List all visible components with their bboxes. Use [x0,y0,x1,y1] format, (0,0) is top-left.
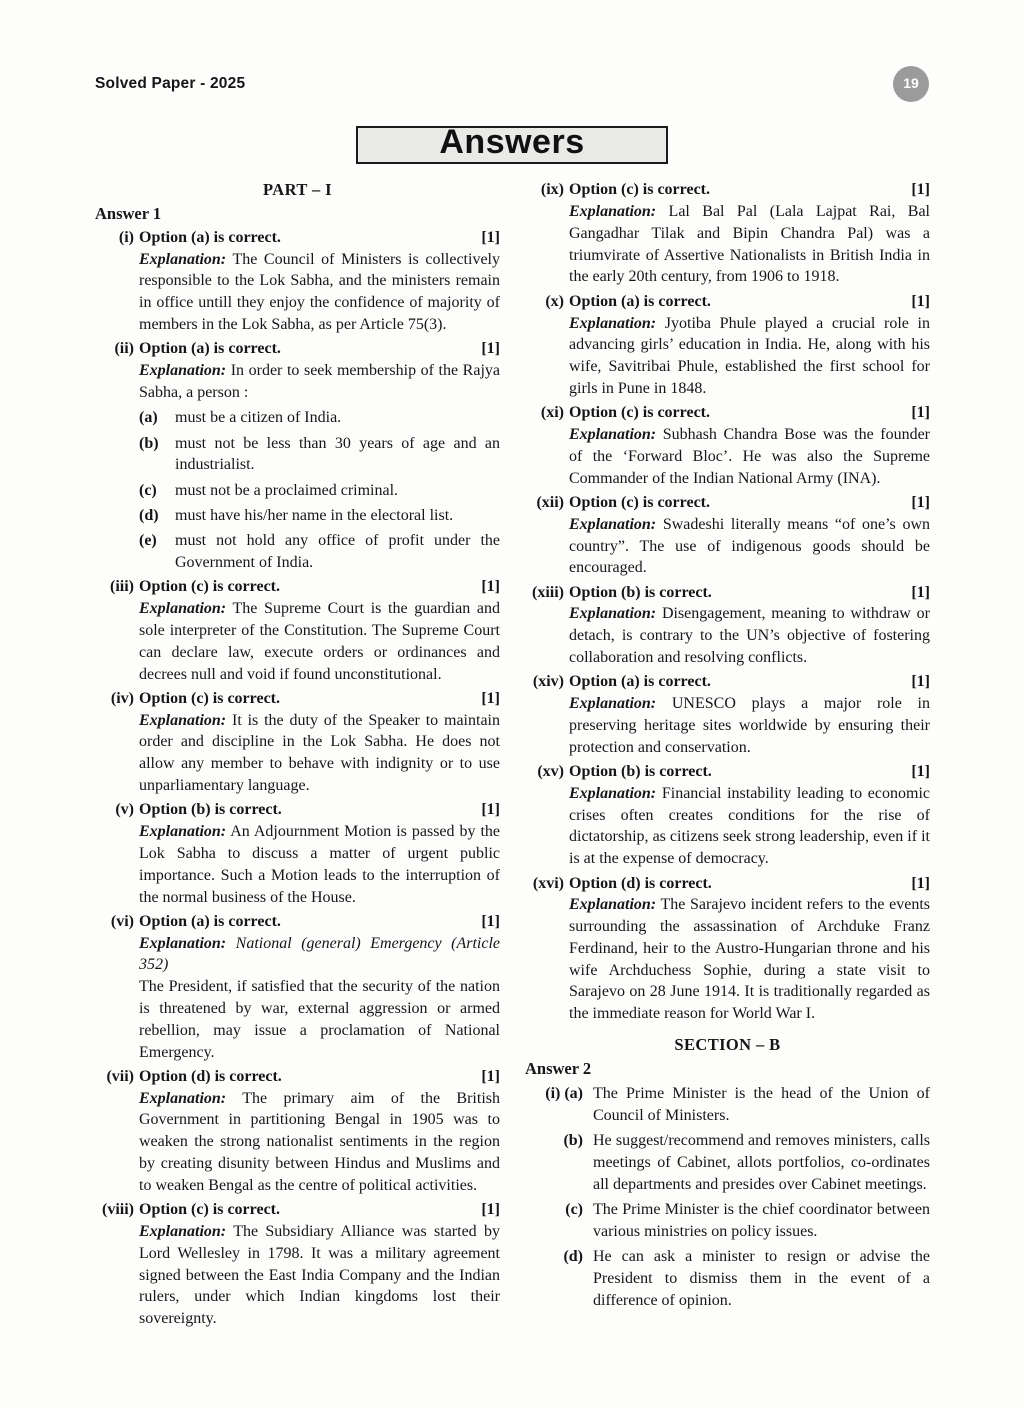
option-num-text: (ii) [114,340,134,358]
explanation-paragraph [139,249,500,336]
option-num [525,873,569,895]
explanation-paragraph [139,1221,500,1330]
explanation-text: An Adjournment Motion is passed by the Lok Sabha to discuss a matter of urgent public importance. Such a Motion leads to the interruption of the normal business of the House. [139,823,501,906]
explanation-paragraph [569,783,930,870]
option-head [95,338,500,360]
explanation-text: The Supreme Court is the guardian and sole interpreter of the Constitution. The Supreme Court can declare law, execute orders or ordinances and decrees null and void if found unconstitutional. [139,600,500,683]
answer-item [95,576,500,685]
option-head [525,671,930,693]
option-head [525,179,930,201]
explanation-label: Explanation: [139,1089,227,1107]
option-num-text: (xiii) [532,583,564,601]
option-num [95,338,139,360]
document-title: Solved Paper - 2025 [95,75,246,93]
section-heading: PART – I [263,179,332,199]
explanation-text: The Sarajevo incident refers to the events surrounding the assassination of Archduke Franz Ferdinand, heir to the Austro-Hungarian throne and his wife Archduchess Sophie, during a state visit to Sarajevo on 28 June 1914. It is traditionally regarded as the immediate reason for World War I. [569,896,931,1023]
sub-item [139,530,500,574]
option-num [525,761,569,783]
answer2-item-text: He can ask a minister to resign or advise the President to dismiss them in the event of a difference of opinion. [593,1248,930,1309]
explanation-text: In order to seek membership of the Rajya Sabha, a person : [139,362,501,401]
explanation-block [139,710,500,797]
explanation-block [569,603,930,668]
mark-badge: [1] [911,404,930,422]
explanation-text: It is the duty of the Speaker to maintain order and discipline in the Lok Sabha. He does not allow any member to behave with indignity or to use unparliamentary language. [139,711,500,795]
answer-title: Answer 2 [525,1058,592,1078]
answer-item [95,1066,500,1197]
option-statement: Option (c) is correct. [569,493,710,511]
answer2-item-num [525,1130,593,1195]
option-num-text: (vii) [106,1067,134,1085]
mark-badge: [1] [481,801,500,819]
sub-item [139,433,500,477]
answer-item [95,911,500,1064]
answer2-item-text: He suggest/recommend and removes ministers, calls meetings of Cabinet, allots portfolios, co-ordinates all departments and presides over Cabinet meetings. [593,1132,930,1193]
option-num-text: (xii) [536,493,564,511]
explanation-paragraph [569,693,930,758]
explanation-label: Explanation: [139,362,227,380]
option-head [525,873,930,895]
explanation-extra-paragraph: The President, if satisfied that the security of the nation is threatened by war, external aggression or armed rebellion, may issue a proclamation of National Emergency. [139,978,500,1061]
answer2-item [525,1199,930,1243]
sub-item [139,480,500,502]
option-head [95,1199,500,1221]
option-statement: Option (b) is correct. [139,801,282,819]
answer-item [95,338,500,573]
option-statement: Option (c) is correct. [139,689,280,707]
option-num-text: (v) [115,801,134,819]
option-head [95,911,500,933]
right-column [525,177,930,1330]
answer2-item [525,1130,930,1195]
explanation-block [139,933,500,1064]
explanation-text: Financial instability leading to economic crises often creates conditions for the rise of dictatorship, as citizens seek strong leadership, even if it is at the expense of democracy. [569,784,930,868]
mark-badge: [1] [481,578,500,596]
answer2-item-text: The Prime Minister is the head of the Union of Council of Ministers. [593,1085,930,1124]
left-column [95,177,500,1330]
option-num [95,1199,139,1221]
explanation-text: The Council of Ministers is collectively responsible to the Lok Sabha, and the ministers remain in office untill they enjoy the confidence of majority of members in the Lok Sabha, as per Article 75(3). [139,250,500,334]
explanation-label: Explanation: [139,600,227,618]
option-num [525,179,569,201]
page-number-badge: 19 [893,66,929,102]
answer-item [525,873,930,1026]
option-head [525,492,930,514]
explanation-text: The Subsidiary Alliance was started by Lord Wellesley in 1798. It was a military agreement signed between the East India Company and the Indian rulers, under which Indian kingdoms lost their sovereignty. [139,1222,500,1328]
answer2-item [525,1246,930,1311]
answer-item [525,179,930,288]
option-num [525,492,569,514]
mark-badge: [1] [481,912,500,930]
option-num [95,1066,139,1088]
explanation-paragraph [139,1088,500,1197]
sub-item-text: must not hold any office of profit under the Government of India. [175,532,500,572]
explanation-block [569,783,930,870]
answer2-item-num [525,1083,593,1127]
option-num-text: (xiv) [532,673,564,691]
option-head [525,291,930,313]
mark-badge: [1] [481,1201,500,1219]
explanation-text: The primary aim of the British Government in partitioning Bengal in 1905 was to weaken the strong nationalist sentiments in the region by creating disunity between Hindus and Muslims and to weaken Bengal as the centre of political activities. [139,1089,500,1194]
explanation-paragraph [569,514,930,579]
option-num [95,911,139,933]
explanation-text: Lal Bal Pal (Lala Lajpat Rai, Bal Gangadhar Tilak and Bipin Chandra Pal) was a triumvirate of Assertive Nationalists in British India in the early 20th century, from 1906 to 1918. [569,203,930,286]
answer-item [95,799,500,908]
option-num [95,227,139,249]
explanation-block [139,1088,500,1197]
explanation-paragraph [569,603,930,668]
answer2-item-num [525,1246,593,1311]
explanation-label: Explanation: [569,695,657,713]
option-num [95,688,139,710]
mark-badge: [1] [911,874,930,892]
explanation-text: Swadeshi literally means “of one’s own country”. The use of indigenous goods should be encouraged. [569,515,931,577]
sub-item-num: (d) [139,506,159,524]
mark-badge: [1] [911,673,930,691]
mark-badge: [1] [911,181,930,199]
option-head [95,799,500,821]
explanation-label: Explanation: [569,896,657,914]
answer-item [95,688,500,797]
mark-badge: [1] [481,1067,500,1085]
explanation-paragraph [569,313,930,400]
sub-item [139,407,500,429]
mark-badge: [1] [481,228,500,246]
explanation-label: Explanation: [569,426,657,444]
option-num-text: (x) [545,292,564,310]
explanation-block [139,360,500,574]
two-column-body [0,164,1024,1330]
option-head [95,1066,500,1088]
option-num-text: (xv) [537,763,564,781]
answer-item [525,671,930,758]
answers-banner-title: Answers [439,123,585,161]
option-statement: Option (a) is correct. [139,228,281,246]
answers-banner [356,123,668,164]
option-statement: Option (a) is correct. [569,673,711,691]
option-statement: Option (a) is correct. [569,292,711,310]
option-statement: Option (b) is correct. [569,583,712,601]
mark-badge: [1] [911,583,930,601]
option-num-text: (xvi) [532,874,564,892]
option-num [95,576,139,598]
answer-item [95,227,500,336]
option-num [525,671,569,693]
option-num [525,582,569,604]
answer2-item-num-text: (i) (a) [545,1085,583,1103]
option-num-text: (ix) [540,181,564,199]
sub-item-num: (b) [139,434,159,452]
explanation-paragraph [139,710,500,797]
explanation-block [569,894,930,1025]
option-statement: Option (c) is correct. [569,181,710,199]
option-head [525,761,930,783]
option-statement: Option (c) is correct. [139,1201,280,1219]
explanation-label: Explanation: [139,934,227,952]
explanation-label: Explanation: [569,605,657,623]
option-head [95,227,500,249]
explanation-block [569,514,930,579]
explanation-paragraph [139,598,500,685]
explanation-label: Explanation: [569,515,657,533]
explanation-paragraph [139,360,500,404]
explanation-text: Subhash Chandra Bose was the founder of the ‘Forward Bloc’. He was also the Supreme Commander of the Indian National Army (INA). [569,426,930,487]
explanation-text: UNESCO plays a major role in preserving heritage sites worldwide by ensuring their protection and conservation. [569,695,931,756]
option-statement: Option (c) is correct. [139,578,280,596]
answer2-item-num [525,1199,593,1243]
answer-item [525,582,930,669]
option-num-text: (viii) [102,1201,134,1219]
explanation-paragraph [139,821,500,908]
explanation-paragraph [569,201,930,288]
explanation-label: Explanation: [139,711,227,729]
explanation-block [569,424,930,489]
explanation-text: National (general) Emergency (Article 352) [139,934,501,974]
explanation-label: Explanation: [569,203,657,221]
answer-item [525,291,930,400]
option-num [525,402,569,424]
explanation-block [569,693,930,758]
mark-badge: [1] [481,689,500,707]
option-num [525,291,569,313]
mark-badge: [1] [911,292,930,310]
section-heading: SECTION – B [674,1035,781,1055]
option-head [525,582,930,604]
sub-item [139,505,500,527]
option-statement: Option (a) is correct. [139,912,281,930]
option-statement: Option (d) is correct. [569,874,712,892]
sub-item-num: (e) [139,532,157,550]
option-head [95,576,500,598]
answer2-item-num-text: (c) [565,1201,583,1219]
answer2-item [525,1083,930,1127]
answer-item [525,761,930,870]
answer2-item-text: The Prime Minister is the chief coordinator between various ministries on policy issues. [593,1201,930,1240]
answer-item [525,402,930,489]
sub-item-text: must be a citizen of India. [175,409,342,427]
explanation-block [569,313,930,400]
explanation-paragraph [139,933,500,977]
option-statement: Option (a) is correct. [139,340,281,358]
answer-title: Answer 1 [95,203,162,223]
sub-item-num: (a) [139,409,158,427]
page-header [0,0,1024,104]
option-num-text: (iii) [110,578,134,596]
mark-badge: [1] [911,493,930,511]
sub-item-num: (c) [139,481,157,499]
answer2-item-num-text: (b) [563,1132,583,1150]
sub-item-list [139,407,500,574]
answer-item [95,1199,500,1330]
explanation-label: Explanation: [139,823,227,841]
explanation-block [139,598,500,685]
option-num-text: (i) [118,228,134,246]
explanation-text: Jyotiba Phule played a crucial role in advancing girls’ education in India. He, along with his wife, Savitribai Phule, established the first school for girls in Pune in 1848. [569,314,930,397]
answer-item [525,492,930,579]
option-statement: Option (d) is correct. [139,1067,282,1085]
explanation-block [139,249,500,336]
option-num [95,799,139,821]
mark-badge: [1] [481,340,500,358]
explanation-paragraph [569,894,930,1025]
option-statement: Option (b) is correct. [569,763,712,781]
explanation-block [139,1221,500,1330]
answer2-item-num-text: (d) [563,1248,583,1266]
sub-item-text: must not be less than 30 years of age and an industrialist. [175,434,500,474]
mark-badge: [1] [911,763,930,781]
option-num-text: (vi) [110,912,134,930]
sub-item-text: must not be a proclaimed criminal. [175,481,399,499]
explanation-label: Explanation: [569,314,657,332]
explanation-paragraph [569,424,930,489]
explanation-text: Disengagement, meaning to withdraw or detach, is contrary to the UN’s objective of fostering collaboration and resolving conflicts. [569,605,930,667]
explanation-block [569,201,930,288]
option-num-text: (iv) [110,689,134,707]
explanation-label: Explanation: [139,1222,227,1240]
explanation-block [139,821,500,908]
option-head [525,402,930,424]
option-num-text: (xi) [540,404,564,422]
option-statement: Option (c) is correct. [569,404,710,422]
explanation-label: Explanation: [569,784,657,802]
explanation-label: Explanation: [139,250,227,268]
sub-item-text: must have his/her name in the electoral list. [175,506,454,524]
option-head [95,688,500,710]
